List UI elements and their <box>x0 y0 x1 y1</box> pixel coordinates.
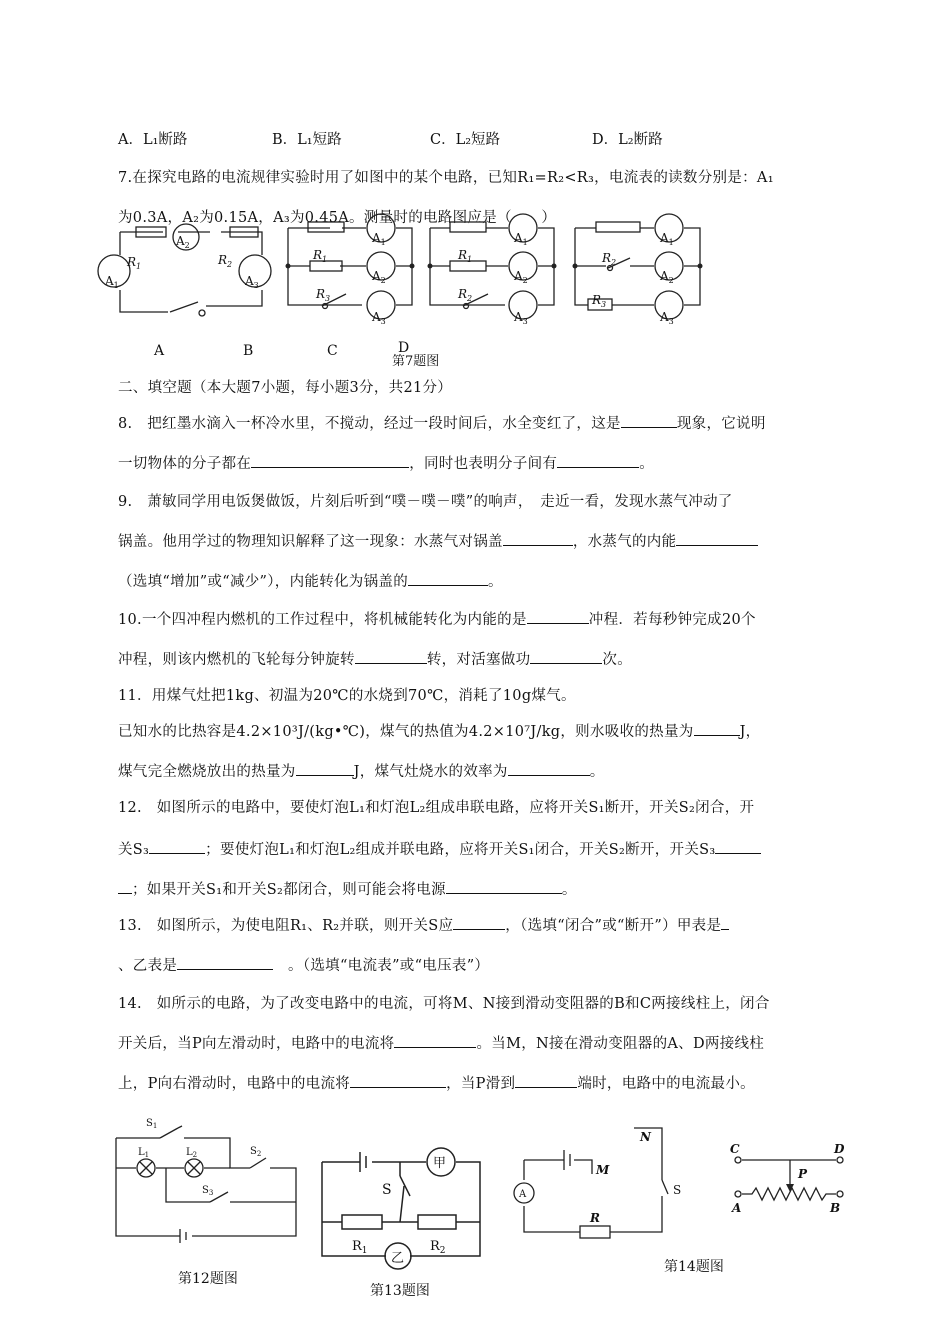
svg-text:R1: $R_1$ <box>352 1239 368 1256</box>
q11-text-6: 。 <box>589 764 605 780</box>
q7-line2: 为0.3A，A₂为0.15A，A₃为0.45A。测量时的电路图应是（ ） <box>118 210 557 226</box>
svg-text:M: M <box>596 1163 610 1177</box>
svg-text:R1: $R_1$ <box>313 248 328 264</box>
q13-text-4: 。（选填“电流表”或“电压表”） <box>288 958 490 974</box>
svg-text:A1: $A_1$ <box>105 274 119 290</box>
q13-text-3: 、乙表是 <box>118 958 178 974</box>
q12-text-4: ；如果开关S₁和开关S₂都闭合，则可能会将电源 <box>132 882 446 898</box>
svg-text:S: S <box>382 1182 392 1198</box>
q10-text-2: 冲程．若每秒钟完成20个 <box>588 612 756 628</box>
svg-text:B: B <box>830 1201 841 1215</box>
fig13-caption: 第13题图 <box>370 1283 430 1299</box>
q13-text-1: 13. 如图所示，为使电阻R₁、R₂并联，则开关S应 <box>118 918 454 934</box>
q8-text-5: 。 <box>639 456 655 472</box>
svg-text:A1: $A_1$ <box>514 231 528 247</box>
q9-text-4: （选填“增加”或“减少”），内能转化为锅盖的 <box>118 574 408 590</box>
q10-text-4: 转，对活塞做功 <box>426 652 531 668</box>
svg-text:C: C <box>730 1142 740 1156</box>
svg-text:A3: $A_3$ <box>245 274 259 290</box>
svg-text:A2: $A_2$ <box>176 234 190 250</box>
svg-text:N: N <box>640 1130 651 1144</box>
svg-text:R2: $R_2$ <box>458 287 473 303</box>
q9-text-5: 。 <box>488 574 503 590</box>
q12-line1: 12. 如图所示的电路中，要使灯泡L₁和灯泡L₂组成串联电路，应将开关S₁断开，开关S₂闭合，开 <box>118 800 755 816</box>
q8-text-4: ，同时也表明分子间有 <box>409 456 558 472</box>
fig14-rheostat <box>735 1157 843 1200</box>
fig12-caption: 第12题图 <box>178 1271 238 1287</box>
q12-text-5: 。 <box>561 882 577 898</box>
q11-text-4: 煤气完全燃烧放出的热量为 <box>118 764 296 780</box>
svg-text:R3: $R_3$ <box>592 293 607 309</box>
q9-line1: 9. 萧敏同学用电饭煲做饭，片刻后听到“噗－噗－噗”的响声， 走近一看，发现水蒸气冲动了 <box>118 494 733 510</box>
q8-text-1: 8. 把红墨水滴入一杯冷水里，不搅动，经过一段时间后，水全变红了，这是 <box>118 416 621 432</box>
svg-text:A1: $A_1$ <box>372 231 386 247</box>
svg-text:S: S <box>673 1183 682 1197</box>
svg-text:P: P <box>798 1167 808 1181</box>
q9-text-2: 锅盖。他用学过的物理知识解释了这一现象：水蒸气对锅盖 <box>118 534 503 550</box>
q7-line1: 7.在探究电路的电流规律实验时用了如图中的某个电路，已知R₁=R₂<R₃，电流表的读数分别是：A₁ <box>118 170 774 186</box>
q7-fig-label-d: D <box>398 340 410 356</box>
q7-fig-label-b: B <box>243 343 254 359</box>
q6-option-d: D．L₂断路 <box>592 132 663 148</box>
svg-text:S2: $S_2$ <box>250 1146 262 1158</box>
svg-text:L1: $L_1$ <box>138 1147 150 1159</box>
svg-text:A2: $A_2$ <box>514 269 528 285</box>
q14-text-2: 开关后，当P向左滑动时，电路中的电流将 <box>118 1036 395 1052</box>
q11-text-5: J，煤气灶烧水的效率为 <box>353 764 508 780</box>
svg-text:R1: $R_1$ <box>458 248 473 264</box>
q13-text-2: ，（选填“闭合”或“断开”）甲表是 <box>505 918 722 934</box>
svg-text:乙: 乙 <box>391 1251 405 1266</box>
q8-text-3: 一切物体的分子都在 <box>118 456 252 472</box>
svg-text:R: R <box>590 1211 600 1225</box>
svg-text:D: D <box>834 1142 845 1156</box>
q14-line1: 14. 如所示的电路，为了改变电路中的电流，可将M、N接到滑动变阻器的B和C两接线柱上，闭合 <box>118 996 770 1012</box>
svg-text:A1: $A_1$ <box>660 231 674 247</box>
svg-text:R1: $R_1$ <box>127 255 142 271</box>
q6-option-b: B．L₁短路 <box>272 132 342 148</box>
q11-text-3: J， <box>739 724 761 740</box>
q12-text-2: 关S₃ <box>118 842 150 858</box>
svg-text:R2: $R_2$ <box>602 251 617 267</box>
q11-line1: 11．用煤气灶把1kg、初温为20℃的水烧到70℃，消耗了10g煤气。 <box>118 688 576 704</box>
svg-text:R3: $R_3$ <box>316 287 331 303</box>
svg-text:A2: $A_2$ <box>660 269 674 285</box>
q6-option-a: A．L₁断路 <box>118 132 188 148</box>
svg-text:A: A <box>732 1201 742 1215</box>
svg-text:A3: $A_3$ <box>514 310 528 326</box>
q8-text-2: 现象，它说明 <box>676 416 766 432</box>
q7-fig-label-c: C <box>327 343 338 359</box>
q7-fig-label-a: A <box>154 343 165 359</box>
svg-text:R2: $R_2$ <box>218 253 233 269</box>
svg-text:L2: $L_2$ <box>186 1147 198 1159</box>
q6-option-c: C．L₂短路 <box>430 132 501 148</box>
svg-text:A: A <box>519 1189 527 1200</box>
q12-text-3: ；要使灯泡L₁和灯泡L₂组成并联电路，应将开关S₁闭合，开关S₂断开，开关S₃ <box>205 842 716 858</box>
q7-caption: 第7题图 <box>392 354 440 369</box>
q9-text-3: ，水蒸气的内能 <box>572 534 677 550</box>
svg-text:S3: $S_3$ <box>202 1185 214 1197</box>
q14-text-3: 。当M，N接在滑动变阻器的A、D两接线柱 <box>476 1036 765 1052</box>
svg-text:A3: $A_3$ <box>660 310 674 326</box>
q10-text-1: 10.一个四冲程内燃机的工作过程中，将机械能转化为内能的是 <box>118 612 527 628</box>
section2-heading: 二、填空题（本大题7小题，每小题3分，共21分） <box>118 380 453 396</box>
fig14-caption: 第14题图 <box>664 1259 724 1275</box>
q14-text-6: 端时，电路中的电流最小。 <box>577 1076 755 1092</box>
q14-text-4: 上，P向右滑动时，电路中的电流将 <box>118 1076 351 1092</box>
svg-text:A2: $A_2$ <box>372 269 386 285</box>
svg-text:S1: $S_1$ <box>146 1118 158 1130</box>
q11-text-2: 已知水的比热容是4.2×10³J/(kg•℃)，煤气的热值为4.2×10⁷J/kg，则水吸收的热量为 <box>118 724 694 740</box>
svg-text:A3: $A_3$ <box>372 310 386 326</box>
svg-text:甲: 甲 <box>433 1156 447 1171</box>
q14-text-5: ，当P滑到 <box>446 1076 516 1092</box>
svg-text:R2: $R_2$ <box>430 1239 446 1256</box>
q10-text-5: 次。 <box>602 652 633 668</box>
q10-text-3: 冲程，则该内燃机的飞轮每分钟旋转 <box>118 652 355 668</box>
